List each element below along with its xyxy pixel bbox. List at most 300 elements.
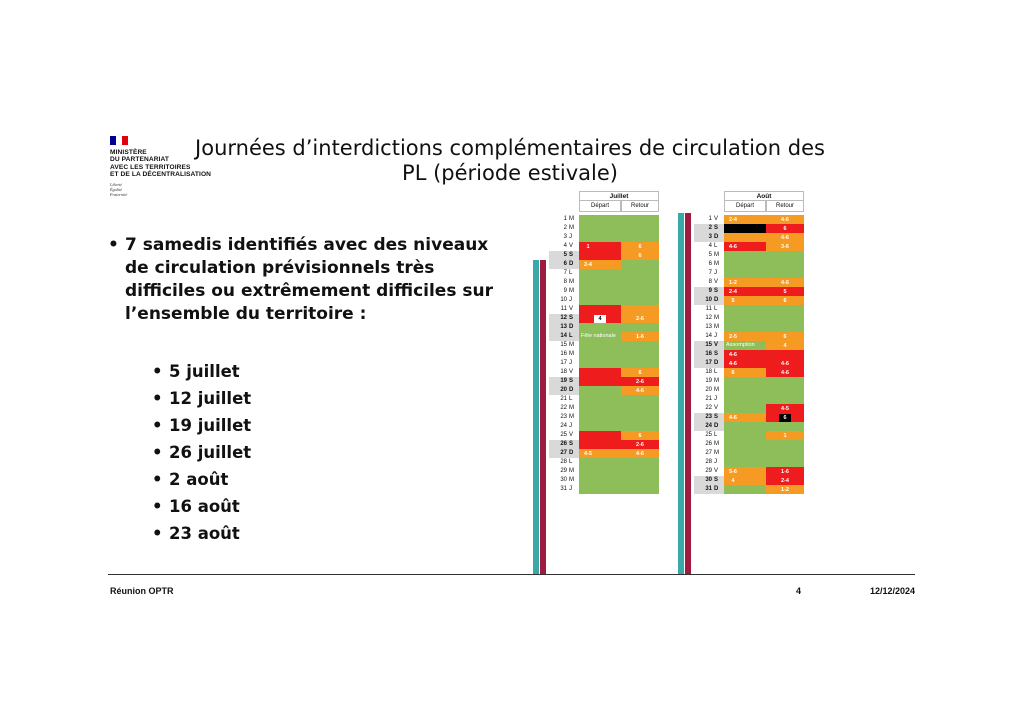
depart-cell xyxy=(724,233,766,242)
retour-cell xyxy=(621,449,659,458)
day-letter: S xyxy=(714,288,719,294)
retour-cell xyxy=(621,422,659,431)
retour-badge: 6 xyxy=(634,243,646,251)
calendar-day-row xyxy=(533,476,663,485)
calendar-day-row xyxy=(533,323,663,332)
calendar-day-row xyxy=(678,242,808,251)
day-letter: J xyxy=(569,297,572,303)
depart-cell xyxy=(579,224,621,233)
day-number: 29 xyxy=(705,468,712,474)
retour-badge: 4 xyxy=(779,342,791,350)
footer-meeting: Réunion OPTR xyxy=(110,586,174,596)
column-header-retour: Retour xyxy=(621,201,659,212)
retour-cell xyxy=(621,305,659,314)
day-letter: M xyxy=(714,378,719,384)
depart-cell xyxy=(724,422,766,431)
retour-badge: 1-6 xyxy=(779,468,791,476)
retour-badge: 4-6 xyxy=(779,279,791,287)
retour-badge: 6 xyxy=(779,297,791,305)
retour-badge: 2-6 xyxy=(634,441,646,449)
retour-cell xyxy=(766,296,804,305)
list-item xyxy=(152,493,251,520)
depart-cell xyxy=(579,215,621,224)
calendar-day-row xyxy=(533,431,663,440)
depart-badge: 2-4 xyxy=(582,261,594,269)
retour-cell xyxy=(766,386,804,395)
footer-divider xyxy=(108,574,915,575)
retour-cell xyxy=(621,413,659,422)
depart-cell xyxy=(724,476,766,485)
depart-cell xyxy=(579,359,621,368)
day-letter: M xyxy=(714,315,719,321)
day-number: 15 xyxy=(560,342,567,348)
day-number: 27 xyxy=(705,450,712,456)
depart-cell xyxy=(579,251,621,260)
retour-cell xyxy=(766,224,804,233)
depart-cell xyxy=(579,485,621,494)
depart-cell xyxy=(724,404,766,413)
day-letter: L xyxy=(714,243,718,249)
retour-cell xyxy=(621,440,659,449)
calendar-day-row xyxy=(678,287,808,296)
day-letter: J xyxy=(569,234,572,240)
retour-cell xyxy=(621,341,659,350)
motto-line: Fraternité xyxy=(110,191,128,197)
day-number: 16 xyxy=(560,351,567,357)
day-number: 6 xyxy=(708,261,712,267)
retour-badge: 3-6 xyxy=(779,243,791,251)
retour-cell xyxy=(621,431,659,440)
depart-cell xyxy=(579,332,621,341)
day-letter: D xyxy=(569,387,574,393)
depart-cell xyxy=(579,323,621,332)
day-letter: S xyxy=(714,477,719,483)
calendar-juillet xyxy=(533,191,663,574)
depart-cell xyxy=(724,377,766,386)
day-number: 30 xyxy=(560,477,567,483)
calendar-day-row xyxy=(678,341,808,350)
retour-cell xyxy=(766,251,804,260)
depart-cell xyxy=(579,458,621,467)
depart-level xyxy=(579,377,621,386)
day-number: 1 xyxy=(708,216,712,222)
calendar-day-row xyxy=(678,440,808,449)
date-label: 23 août xyxy=(169,524,240,543)
day-number: 30 xyxy=(705,477,712,483)
retour-badge: 6 xyxy=(634,432,646,440)
calendar-day-row xyxy=(533,251,663,260)
calendar-day-row xyxy=(533,404,663,413)
bullet-icon: • xyxy=(152,524,163,543)
day-letter: L xyxy=(714,432,718,438)
calendar-day-row xyxy=(678,260,808,269)
depart-level xyxy=(579,431,621,440)
holiday-note: Fête nationale xyxy=(581,333,616,339)
retour-cell xyxy=(621,233,659,242)
retour-cell xyxy=(621,287,659,296)
date-label: 26 juillet xyxy=(169,443,252,462)
retour-badge: 4-6 xyxy=(779,216,791,224)
depart-badge: 4-6 xyxy=(727,351,739,359)
depart-cell xyxy=(579,269,621,278)
depart-cell xyxy=(724,251,766,260)
calendar-day-row xyxy=(533,377,663,386)
depart-cell xyxy=(579,287,621,296)
saturday-list xyxy=(152,358,251,547)
depart-cell xyxy=(724,413,766,422)
bullet-icon: • xyxy=(152,362,163,381)
day-number: 4 xyxy=(708,243,712,249)
calendar-day-row xyxy=(678,404,808,413)
calendar-day-row xyxy=(678,251,808,260)
depart-badge: 5-6 xyxy=(727,468,739,476)
day-letter: M xyxy=(569,405,574,411)
depart-cell xyxy=(579,368,621,377)
depart-cell xyxy=(579,386,621,395)
day-letter: V xyxy=(714,342,719,348)
retour-cell xyxy=(766,413,804,422)
day-number: 24 xyxy=(560,423,567,429)
day-letter: S xyxy=(714,414,719,420)
day-number: 31 xyxy=(560,486,567,492)
retour-cell xyxy=(766,485,804,494)
day-letter: S xyxy=(569,441,574,447)
depart-cell xyxy=(724,323,766,332)
list-item xyxy=(152,358,251,385)
retour-cell xyxy=(766,368,804,377)
day-letter: J xyxy=(714,333,717,339)
day-number: 6 xyxy=(563,261,567,267)
retour-cell xyxy=(766,458,804,467)
retour-cell xyxy=(621,377,659,386)
day-letter: V xyxy=(714,216,719,222)
day-number: 14 xyxy=(705,333,712,339)
retour-cell xyxy=(621,350,659,359)
day-letter: V xyxy=(569,369,574,375)
retour-badge: 2-4 xyxy=(779,477,791,485)
day-letter: V xyxy=(569,243,574,249)
depart-cell xyxy=(724,278,766,287)
day-number: 25 xyxy=(705,432,712,438)
day-letter: D xyxy=(714,423,719,429)
day-letter: M xyxy=(569,288,574,294)
list-item xyxy=(152,439,251,466)
day-letter: M xyxy=(714,324,719,330)
day-letter: D xyxy=(714,234,719,240)
retour-cell xyxy=(621,332,659,341)
retour-cell xyxy=(621,242,659,251)
day-letter: M xyxy=(569,477,574,483)
calendar-day-row xyxy=(678,314,808,323)
depart-badge: 4-5 xyxy=(582,450,594,458)
retour-cell xyxy=(766,233,804,242)
depart-cell xyxy=(579,395,621,404)
retour-badge: 2-6 xyxy=(634,378,646,386)
day-letter: L xyxy=(569,459,573,465)
retour-badge: 6 xyxy=(779,414,791,422)
depart-badge: 1-2 xyxy=(727,279,739,287)
depart-badge: 2-5 xyxy=(727,333,739,341)
retour-badge: 4-6 xyxy=(779,360,791,368)
depart-cell xyxy=(724,350,766,359)
depart-cell xyxy=(579,440,621,449)
depart-badge: 4-6 xyxy=(727,414,739,422)
date-label: 5 juillet xyxy=(169,362,240,381)
holiday-note: Assomption xyxy=(726,342,755,348)
calendar-day-row xyxy=(678,431,808,440)
list-item xyxy=(152,466,251,493)
day-number: 2 xyxy=(563,225,567,231)
depart-cell xyxy=(579,296,621,305)
day-letter: D xyxy=(714,297,719,303)
day-letter: V xyxy=(569,432,574,438)
depart-level xyxy=(579,251,621,260)
retour-cell xyxy=(766,278,804,287)
footer-date: 12/12/2024 xyxy=(870,586,916,596)
calendar-aout xyxy=(678,191,808,574)
retour-cell xyxy=(621,215,659,224)
depart-level xyxy=(724,233,766,242)
calendar-day-row xyxy=(533,233,663,242)
calendar-day-row xyxy=(533,458,663,467)
day-letter: M xyxy=(714,387,719,393)
day-number: 21 xyxy=(705,396,712,402)
logo-line: MINISTÈRE xyxy=(110,149,147,156)
day-letter: D xyxy=(714,360,719,366)
calendar-day-row xyxy=(678,485,808,494)
day-letter: M xyxy=(569,351,574,357)
day-number: 23 xyxy=(705,414,712,420)
depart-cell xyxy=(579,314,621,323)
day-letter: M xyxy=(569,225,574,231)
day-letter: D xyxy=(569,324,574,330)
retour-cell xyxy=(621,467,659,476)
depart-cell xyxy=(724,386,766,395)
calendar-day-row xyxy=(533,341,663,350)
bullet-icon: • xyxy=(152,389,163,408)
day-letter: L xyxy=(569,333,573,339)
calendar-day-row xyxy=(678,233,808,242)
day-number: 12 xyxy=(705,315,712,321)
intro-bullet xyxy=(108,234,508,326)
retour-cell xyxy=(766,431,804,440)
day-letter: M xyxy=(569,342,574,348)
retour-cell xyxy=(766,350,804,359)
calendar-day-row xyxy=(678,467,808,476)
motto-line: Liberté xyxy=(110,181,123,187)
day-number: 11 xyxy=(705,306,712,312)
depart-badge: 4-6 xyxy=(727,360,739,368)
calendar-day-row xyxy=(678,350,808,359)
day-letter: V xyxy=(714,279,719,285)
day-number: 16 xyxy=(705,351,712,357)
retour-cell xyxy=(621,485,659,494)
retour-cell xyxy=(621,323,659,332)
day-number: 27 xyxy=(560,450,567,456)
day-number: 28 xyxy=(705,459,712,465)
french-flag-icon xyxy=(110,136,128,145)
retour-badge: 4-6 xyxy=(779,369,791,377)
retour-cell xyxy=(766,449,804,458)
depart-cell xyxy=(724,215,766,224)
day-letter: S xyxy=(569,315,574,321)
retour-cell xyxy=(621,395,659,404)
calendar-day-row xyxy=(678,377,808,386)
depart-cell xyxy=(724,332,766,341)
month-header: Août xyxy=(724,191,804,201)
depart-badge: 5 xyxy=(727,297,739,305)
day-letter: M xyxy=(569,414,574,420)
retour-badge: 4-6 xyxy=(634,450,646,458)
calendar-day-row xyxy=(678,395,808,404)
day-number: 5 xyxy=(563,252,567,258)
retour-cell xyxy=(621,386,659,395)
day-letter: J xyxy=(569,360,572,366)
day-number: 26 xyxy=(705,441,712,447)
day-number: 8 xyxy=(708,279,712,285)
retour-level xyxy=(621,305,659,314)
depart-badge: 2-4 xyxy=(727,288,739,296)
depart-cell xyxy=(724,269,766,278)
calendar-day-row xyxy=(533,386,663,395)
retour-cell xyxy=(621,476,659,485)
slide-title: Journées d’interdictions complémentaires de circulation des PL (période estivale) xyxy=(195,136,825,185)
day-letter: M xyxy=(714,450,719,456)
calendar-day-row xyxy=(533,467,663,476)
retour-cell xyxy=(621,278,659,287)
retour-badge: 1 xyxy=(779,432,791,440)
calendar-day-row xyxy=(533,413,663,422)
date-label: 12 juillet xyxy=(169,389,252,408)
column-header-retour: Retour xyxy=(766,201,804,212)
retour-cell xyxy=(766,323,804,332)
day-number: 11 xyxy=(560,306,567,312)
depart-cell xyxy=(724,431,766,440)
day-number: 20 xyxy=(705,387,712,393)
calendar-day-row xyxy=(533,224,663,233)
retour-badge: 2-6 xyxy=(634,315,646,323)
page-number: 4 xyxy=(796,586,802,596)
depart-cell xyxy=(579,413,621,422)
day-letter: J xyxy=(714,396,717,402)
depart-badge: 4 xyxy=(727,477,739,485)
calendar-day-row xyxy=(678,269,808,278)
calendar-day-row xyxy=(678,296,808,305)
depart-badge: 4-6 xyxy=(727,243,739,251)
day-number: 1 xyxy=(563,216,567,222)
day-number: 22 xyxy=(705,405,712,411)
depart-level xyxy=(579,305,621,314)
day-letter: M xyxy=(714,252,719,258)
calendar-day-row xyxy=(533,395,663,404)
day-number: 10 xyxy=(560,297,567,303)
retour-badge: 6 xyxy=(634,369,646,377)
depart-cell xyxy=(579,260,621,269)
day-number: 7 xyxy=(563,270,567,276)
day-number: 17 xyxy=(705,360,712,366)
day-letter: J xyxy=(569,486,572,492)
day-letter: S xyxy=(569,252,574,258)
day-letter: S xyxy=(714,225,719,231)
depart-cell xyxy=(579,431,621,440)
day-letter: J xyxy=(569,423,572,429)
day-letter: L xyxy=(714,306,718,312)
depart-cell xyxy=(724,458,766,467)
retour-badge: 6 xyxy=(779,225,791,233)
calendar-day-row xyxy=(533,359,663,368)
calendar-day-row xyxy=(678,224,808,233)
calendar-day-row xyxy=(678,368,808,377)
day-letter: S xyxy=(569,378,574,384)
calendar-day-row xyxy=(678,323,808,332)
depart-cell xyxy=(579,233,621,242)
date-label: 16 août xyxy=(169,497,240,516)
depart-badge: 4 xyxy=(594,315,606,323)
bullet-icon: • xyxy=(152,497,163,516)
day-number: 3 xyxy=(563,234,567,240)
day-letter: L xyxy=(569,396,573,402)
day-number: 10 xyxy=(705,297,712,303)
calendar-day-row xyxy=(533,287,663,296)
depart-cell xyxy=(724,242,766,251)
logo-line: ET DE LA DÉCENTRALISATION xyxy=(110,171,212,179)
retour-cell xyxy=(621,458,659,467)
day-number: 21 xyxy=(560,396,567,402)
logo-line: DU PARTENARIAT xyxy=(110,156,170,164)
depart-cell xyxy=(724,314,766,323)
depart-level xyxy=(724,224,766,233)
day-number: 5 xyxy=(708,252,712,258)
day-number: 19 xyxy=(560,378,567,384)
retour-cell xyxy=(766,422,804,431)
retour-level xyxy=(766,350,804,359)
depart-cell xyxy=(579,305,621,314)
retour-badge: 4-6 xyxy=(779,234,791,242)
retour-cell xyxy=(621,251,659,260)
day-letter: M xyxy=(569,216,574,222)
day-number: 18 xyxy=(560,369,567,375)
day-number: 29 xyxy=(560,468,567,474)
depart-cell xyxy=(579,278,621,287)
calendar-day-row xyxy=(533,422,663,431)
retour-cell xyxy=(766,476,804,485)
column-header-depart: Départ xyxy=(579,201,621,212)
list-item xyxy=(152,520,251,547)
retour-cell xyxy=(621,296,659,305)
calendar-day-row xyxy=(678,386,808,395)
day-letter: D xyxy=(569,261,574,267)
depart-cell xyxy=(724,224,766,233)
depart-cell xyxy=(579,242,621,251)
day-letter: L xyxy=(569,270,573,276)
logo-line: AVEC LES TERRITOIRES xyxy=(110,163,191,171)
depart-cell xyxy=(724,467,766,476)
calendar-day-row xyxy=(533,278,663,287)
depart-cell xyxy=(579,467,621,476)
day-letter: V xyxy=(714,405,719,411)
calendar-day-row xyxy=(533,332,663,341)
day-number: 15 xyxy=(705,342,712,348)
calendar-day-row xyxy=(533,260,663,269)
day-number: 2 xyxy=(708,225,712,231)
column-header-depart: Départ xyxy=(724,201,766,212)
retour-cell xyxy=(621,269,659,278)
day-letter: J xyxy=(714,270,717,276)
depart-cell xyxy=(724,296,766,305)
list-item xyxy=(152,412,251,439)
day-letter: S xyxy=(714,351,719,357)
motto-line: Égalité xyxy=(110,186,123,192)
